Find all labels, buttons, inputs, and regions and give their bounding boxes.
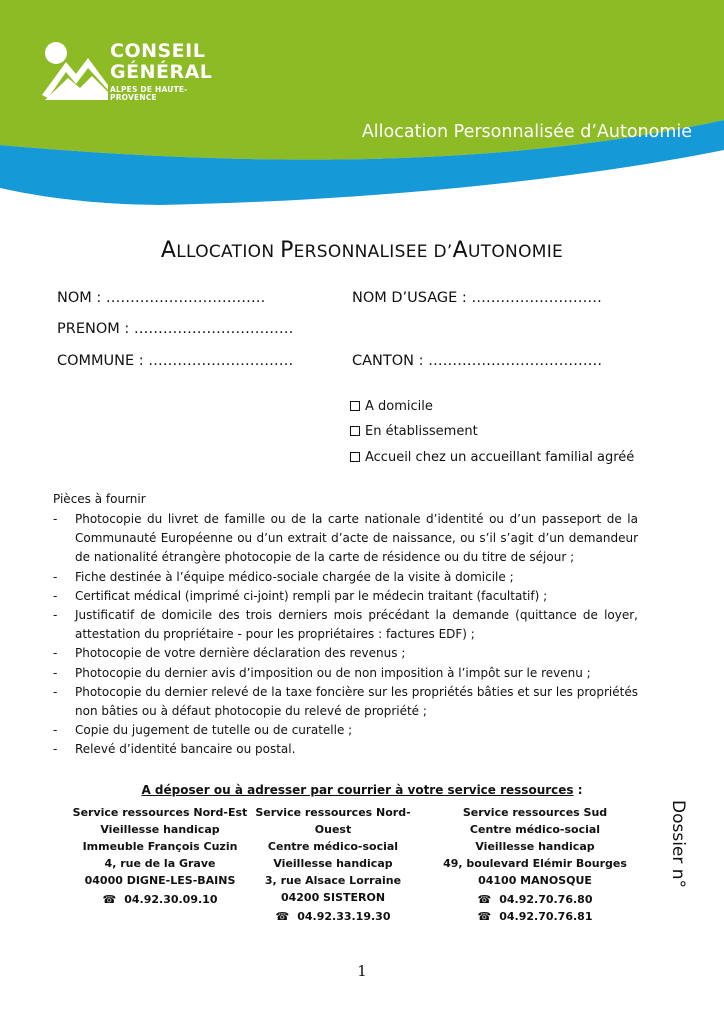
phone-line: ☎ 04.92.70.76.80 [477, 893, 593, 906]
list-item: - Copie du jugement de tutelle ou de curatelle ; [53, 721, 638, 740]
nom-usage-field[interactable]: NOM D’USAGE : ……………………… [352, 290, 602, 306]
banner-title: Allocation Personnalisée d’Autonomie [361, 122, 692, 142]
list-item: - Relevé d’identité bancaire ou postal. [53, 740, 638, 759]
list-item: - Justificatif de domicile des trois derniers mois précédant la demande (quittance de loyer, attestation du propriétaire - pour les propriétaires : factures EDF) ; [53, 606, 638, 644]
checkbox-icon[interactable] [350, 426, 360, 436]
header-background [0, 0, 724, 210]
phone-icon: ☎ [102, 893, 117, 906]
list-item: - Fiche destinée à l’équipe médico-sociale chargée de la visite à domicile ; [53, 568, 638, 587]
pieces-list [53, 510, 638, 760]
canton-field[interactable]: CANTON : ……………………………… [352, 353, 603, 369]
phone-line: ☎ 04.92.33.19.30 [275, 910, 391, 923]
phone-icon: ☎ [477, 893, 492, 906]
page-title: ALLOCATION PERSONNALISEE D’AUTONOMIE [160, 238, 564, 263]
option-accueillant-familial[interactable]: Accueil chez un accueillant familial agréé [350, 450, 634, 465]
list-item: - Certificat médical (imprimé ci-joint) rempli par le médecin traitant (facultatif) ; [53, 587, 638, 606]
pieces-heading: Pièces à fournir [53, 492, 146, 506]
logo-title-line1: CONSEIL [110, 40, 206, 62]
checkbox-icon[interactable] [350, 401, 360, 411]
header-banner [0, 0, 724, 210]
service-sud: Service ressources Sud Centre médico-social Vieillesse handicap 49, boulevard Elémir Bourges 04100 MANOSQUE ☎ 04.92.70.76.80 ☎ 04.92.70.76.81 [430, 804, 640, 925]
list-item: - Photocopie du dernier avis d’imposition ou de non imposition à l’impôt sur le revenu ; [53, 664, 638, 683]
checkbox-icon[interactable] [350, 452, 360, 462]
phone-icon: ☎ [477, 910, 492, 923]
phone-line: ☎ 04.92.70.76.81 [477, 910, 593, 923]
logo-mountain-icon [40, 40, 110, 102]
list-item: - Photocopie de votre dernière déclaration des revenus ; [53, 644, 638, 663]
service-nord-ouest: Service ressources Nord-Ouest Centre médico-social Vieillesse handicap 3, rue Alsace Lorraine 04200 SISTERON ☎ 04.92.33.19.30 [238, 804, 428, 925]
deposit-heading: A déposer ou à adresser par courrier à votre service ressources : [141, 783, 583, 797]
list-item: - Photocopie du dernier relevé de la taxe foncière sur les propriétés bâties et sur les propriétés non bâties ou à défaut photocopie du relevé de propriété ; [53, 683, 638, 721]
logo-title-line2: GÉNÉRAL [110, 61, 213, 83]
logo-subtitle: ALPES DE HAUTE-PROVENCE [110, 85, 188, 102]
nom-field[interactable]: NOM : …………………………… [57, 290, 266, 306]
option-etablissement[interactable]: En établissement [350, 424, 478, 439]
dossier-number-label: Dossier n° [668, 800, 688, 889]
phone-icon: ☎ [275, 910, 290, 923]
conseil-general-logo [40, 40, 213, 102]
list-item: - Photocopie du livret de famille ou de la carte nationale d’identité ou d’un passeport de la Communauté Européenne ou d’un extrait d’acte de naissance, ou s’il s’agit d’un demandeur de nationalité étrangère photocopie de la carte de résidence ou du titre de séjour ; [53, 510, 638, 568]
option-domicile[interactable]: A domicile [350, 399, 433, 414]
commune-field[interactable]: COMMUNE : ………………………… [57, 353, 294, 369]
service-nord-est: Service ressources Nord-Est Vieillesse handicap Immeuble François Cuzin 4, rue de la Grave 04000 DIGNE-LES-BAINS ☎ 04.92.30.09.10 [55, 804, 265, 908]
prenom-field[interactable]: PRENOM : …………………………… [57, 321, 294, 337]
page-number: 1 [357, 962, 367, 980]
phone-line: ☎ 04.92.30.09.10 [102, 893, 218, 906]
